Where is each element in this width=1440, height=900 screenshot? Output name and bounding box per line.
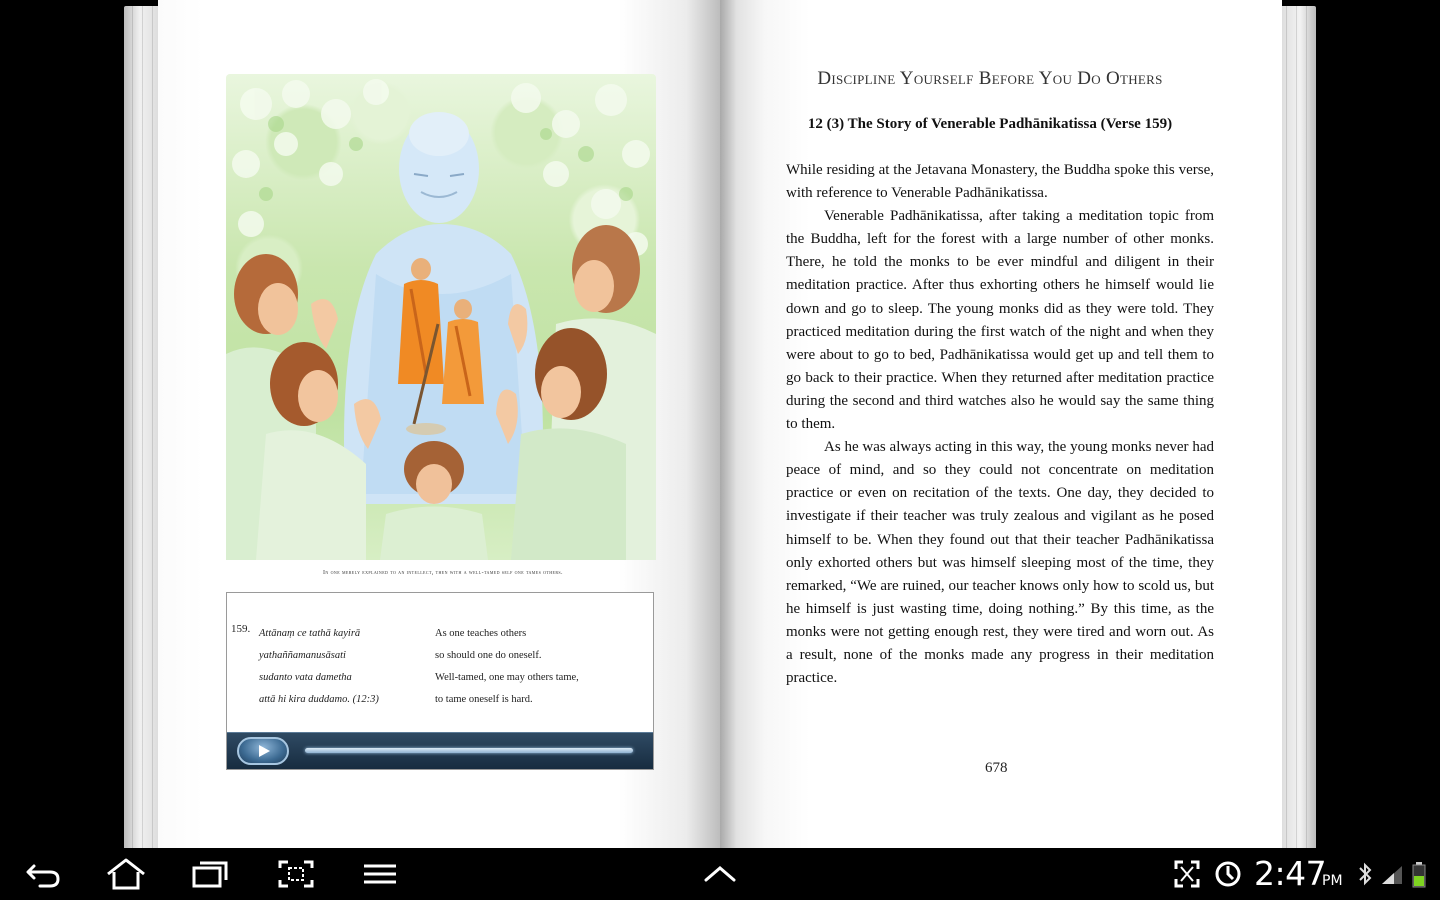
bluetooth-icon (1358, 862, 1372, 891)
verse-number: 159. (231, 623, 251, 635)
screenshot-icon[interactable] (276, 858, 316, 890)
pali-line: yathaññamanusāsati (259, 650, 346, 661)
fullscreen-icon[interactable] (1174, 860, 1200, 893)
verse-pali (259, 623, 379, 711)
paragraph: As he was always acting in this way, the young monks never had peace of mind, and so they could not concentrate on meditation practice or even on recitation of the texts. One day, they decided to investigate if their teacher was truly zealous and vigilant as he posed himself to be. When they found out that their teacher Padhānikatissa only exhorted others but was himself sleeping most of the time, they remarked, “We are ruined, our teacher knows only how to scold us, but he himself is just wasting time, doing nothing.” By this time, as the monks were not getting enough rest, they were tired and worn out. As a result, none of the monks made any progress in their meditation practice. (786, 439, 1214, 687)
buddha-illustration (226, 74, 656, 560)
verse-box (226, 592, 654, 770)
back-icon[interactable] (24, 858, 64, 890)
pali-line: Attānaṃ ce tathā kayirā (259, 628, 361, 639)
story-title: 12 (3) The Story of Venerable Padhānikatissa (Verse 159) (807, 116, 1173, 132)
home-icon[interactable] (106, 858, 146, 890)
running-head: Discipline Yourself Before You Do Others (817, 68, 1163, 89)
pali-line: attā hi kira duddamo. (12:3) (259, 694, 379, 705)
right-page[interactable] (720, 0, 1282, 848)
english-line: Well-tamed, one may others tame, (435, 672, 579, 683)
left-page[interactable] (158, 0, 720, 848)
page-number: 678 (985, 760, 1008, 776)
verse-english (435, 623, 579, 711)
audio-player (227, 732, 653, 769)
sync-icon (1214, 860, 1242, 893)
english-line: so should one do oneself. (435, 650, 542, 661)
paragraph: While residing at the Jetavana Monastery, the Buddha spoke this verse, with reference to Venerable Padhānikatissa. (786, 162, 1214, 202)
menu-icon[interactable] (360, 858, 400, 890)
right-page-stack (1276, 6, 1316, 848)
status-ampm: PM (1322, 873, 1343, 889)
signal-icon (1380, 864, 1404, 891)
status-clock: 2:47 (1254, 854, 1327, 893)
english-line: As one teaches others (435, 628, 527, 639)
pali-line: sudanto vata dametha (259, 672, 352, 683)
body-text (786, 159, 1214, 690)
audio-progress-slider[interactable] (305, 748, 633, 753)
illustration-caption: In one merely explained to an intellect, then with a well-tamed self one tames others. (323, 570, 563, 576)
paragraph: Venerable Padhānikatissa, after taking a meditation topic from the Buddha, left for the forest with a large number of other monks. There, he told the monks to be ever mindful and diligent in their meditation practice. After thus exhorting others he himself would lie down and go to sleep. The young monks did as they were told. They practiced meditation during the first watch of the night and when they were about to go to bed, Padhānikatissa would get up and tell them to go back to their practice. When they returned after meditation practice during the second and third watches also he would say the same thing to them. (786, 208, 1214, 433)
play-button[interactable] (237, 737, 289, 765)
recent-apps-icon[interactable] (190, 858, 230, 890)
chevron-up-icon[interactable] (700, 858, 740, 890)
battery-icon (1412, 862, 1426, 893)
english-line: to tame oneself is hard. (435, 694, 533, 705)
